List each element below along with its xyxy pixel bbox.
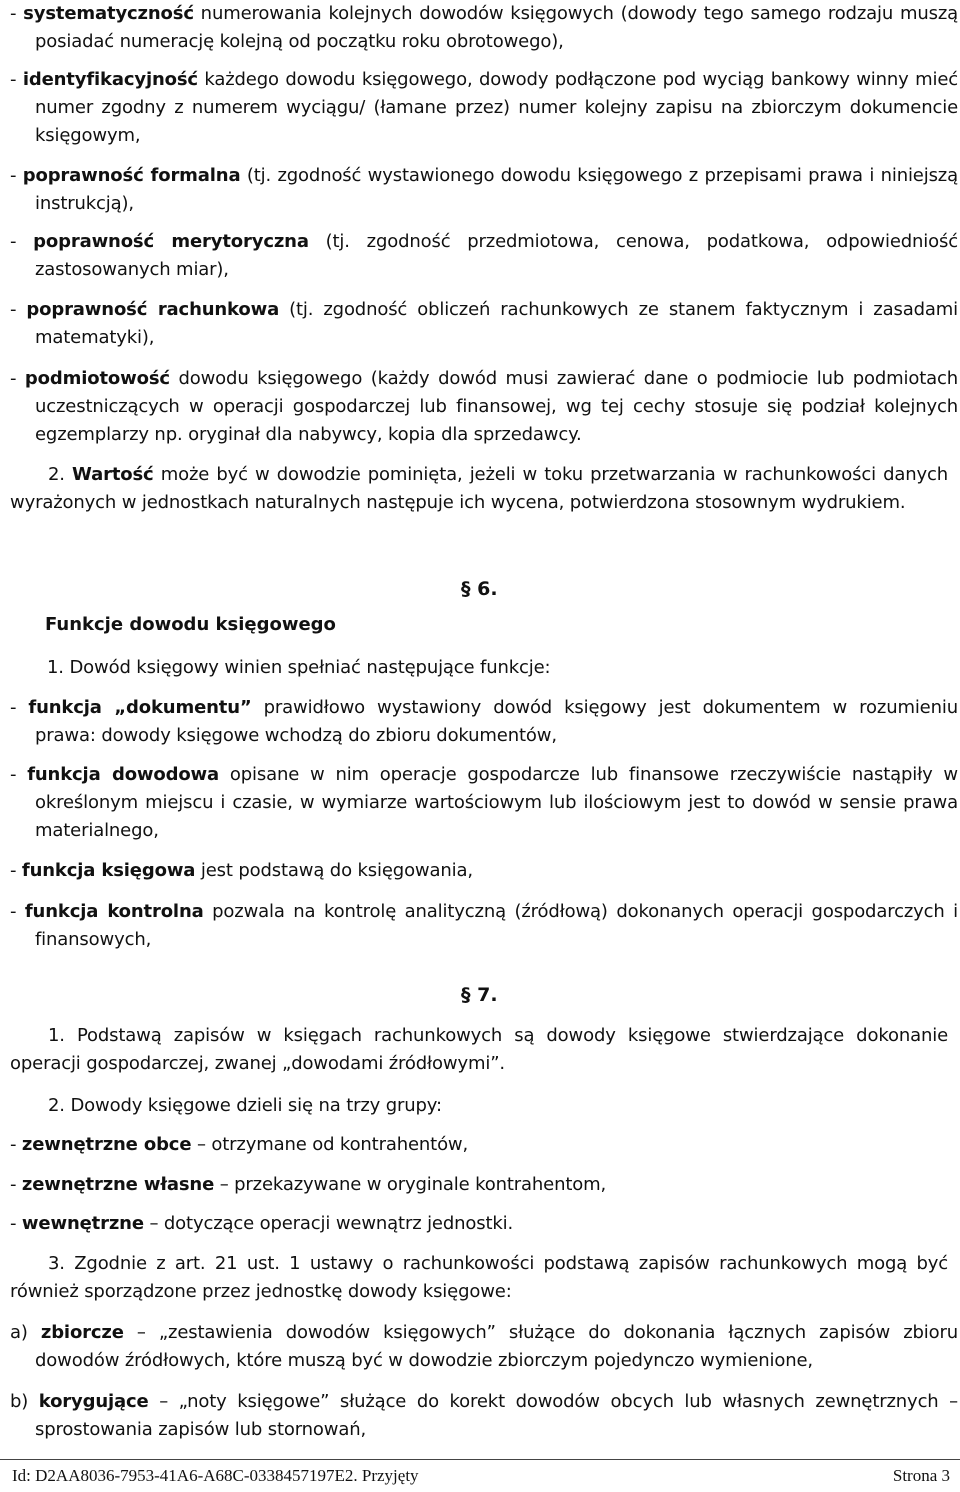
section-7-p2: 2. Dowody księgowe dzieli się na trzy grupy: (48, 1095, 442, 1116)
group-zewnetrzne-obce: - zewnętrzne obce – otrzymane od kontrahentów, (10, 1134, 469, 1155)
text: – przekazywane w oryginale kontrahentom, (214, 1174, 607, 1195)
term: zewnętrzne własne (21, 1174, 215, 1195)
text: każdego dowodu księgowego, dowody podłączone pod wyciąg bankowy winny mieć numer zgodny z numerem wyciągu/ (łamane przez) numer kolejny zapisu na zbiorczym dokumencie księgowym, (35, 69, 958, 146)
bullet-rachunkowa: - poprawność rachunkowa (tj. zgodność obliczeń rachunkowych ze stanem faktycznym i zasadami matematyki), (10, 299, 958, 348)
text: dowodu księgowego (każdy dowód musi zawierać dane o podmiocie lub podmiotach uczestniczących w operacji gospodarczej lub finansowej, wg tej cechy stosuje się podział kolejnych egzemplarzy np. oryginał dla nabywcy, kopia dla sprzedawcy. (35, 368, 958, 445)
function-kontrolna: - funkcja kontrolna pozwala na kontrolę analityczną (źródłową) dokonanych operacji gospodarczych i finansowych, (10, 901, 959, 950)
marker: b) (10, 1391, 29, 1412)
text: – dotyczące operacji wewnątrz jednostki. (143, 1213, 514, 1234)
term: funkcja dowodowa (27, 764, 220, 785)
text: opisane w nim operacje gospodarcze lub finansowe rzeczywiście nastąpiły w określonym miejscu i czasie, w wymiarze wartościowym lub ilościowym jest to dowód w sensie prawa materialnego, (35, 764, 959, 841)
item-a-zbiorcze (0, 1319, 958, 1375)
text: (tj. zgodność wystawionego dowodu księgowego z przepisami prawa i niniejszą instrukcją), (35, 165, 958, 214)
term: funkcja kontrolna (24, 901, 204, 922)
function-dowodowa: - funkcja dowodowa opisane w nim operacje gospodarcze lub finansowe rzeczywiście nastąpiły w określonym miejscu i czasie, w wymiarze wartościowym lub ilościowym jest to dowód w sensie prawa materialnego, (10, 764, 959, 841)
paragraph-point-2 (0, 461, 958, 517)
text: pozwala na kontrolę analityczną (źródłową) dokonanych operacji gospodarczych i finansowych, (35, 901, 959, 950)
num: 2. (48, 464, 73, 485)
footer-page: Strona 3 (892, 1466, 950, 1485)
bullet-formalna: - poprawność formalna (tj. zgodność wystawionego dowodu księgowego z przepisami prawa i niniejszą instrukcją), (10, 165, 958, 214)
section-7-label: § 7. (461, 984, 498, 1006)
term: podmiotowość (24, 368, 170, 389)
section-7-p3: 3. Zgodnie z art. 21 ust. 1 ustawy o rachunkowości podstawą zapisów rachunkowych mogą być również sporządzone przez jednostkę dowody księgowe: (10, 1253, 948, 1302)
text: (tj. zgodność przedmiotowa, cenowa, podatkowa, odpowiedniość zastosowanych miar), (35, 231, 958, 280)
text: (tj. zgodność obliczeń rachunkowych ze stanem faktycznym i zasadami matematyki), (35, 299, 958, 348)
function-ksiegowa: - funkcja księgowa jest podstawą do księgowania, (10, 860, 473, 881)
function-dokumentu: - funkcja „dokumentu” prawidłowo wystawiony dowód księgowy jest dokumentem w rozumieniu prawa: dowody księgowe wchodzą do zbioru dokumentów, (10, 697, 958, 746)
footer (12, 1466, 952, 1486)
term: systematyczność (23, 3, 194, 24)
footer-rule (0, 1459, 960, 1460)
term: zbiorcze (40, 1322, 124, 1343)
text: – otrzymane od kontrahentów, (191, 1134, 469, 1155)
term: identyfikacyjność (22, 69, 198, 90)
bullet-merytoryczna: - poprawność merytoryczna (tj. zgodność przedmiotowa, cenowa, podatkowa, odpowiedniość zastosowanych miar), (10, 231, 958, 280)
footer-id: Id: D2AA8036-7953-41A6-A68C-0338457197E2. Przyjęty (12, 1466, 419, 1485)
text: prawidłowo wystawiony dowód księgowy jest dokumentem w rozumieniu prawa: dowody księgowe wchodzą do zbioru dokumentów, (35, 697, 958, 746)
section-6-label: § 6. (461, 578, 498, 600)
term: korygujące (38, 1391, 149, 1412)
group-wewnetrzne: - wewnętrzne – dotyczące operacji wewnątrz jednostki. (10, 1213, 514, 1234)
text: jest podstawą do księgowania, (195, 860, 473, 881)
item-b-korygujace (0, 1388, 958, 1444)
term: wewnętrzne (21, 1213, 144, 1234)
term: poprawność formalna (22, 165, 241, 186)
text: – „noty księgowe” służące do korekt dowodów obcych lub własnych zewnętrznych – sprostowania zapisów lub stornowań, (35, 1391, 958, 1440)
bullet-identyfikacyjnosc: - identyfikacyjność każdego dowodu księgowego, dowody podłączone pod wyciąg bankowy winny mieć numer zgodny z numerem wyciągu/ (łamane przez) numer kolejny zapisu na zbiorczym dokumencie księgowym, (10, 69, 958, 146)
bullet-systematycznosc: - systematyczność numerowania kolejnych dowodów księgowych (dowody tego samego rodzaju muszą posiadać numerację kolejną od początku roku obrotowego), (10, 3, 958, 52)
marker: a) (10, 1322, 28, 1343)
term: poprawność rachunkowa (26, 299, 280, 320)
text: – „zestawienia dowodów księgowych” służące do dokonania łącznych zapisów zbioru dowodów źródłowych, które muszą być w dowodzie zbiorczym pojedynczo wymienione, (35, 1322, 958, 1371)
term: zewnętrzne obce (21, 1134, 192, 1155)
section-6-heading: Funkcje dowodu księgowego (45, 614, 336, 635)
text: może być w dowodzie pominięta, jeżeli w toku przetwarzania w rachunkowości danych wyrażonych w jednostkach naturalnych następuje ich wycena, potwierdzona stosownym wydrukiem. (10, 464, 949, 513)
bullet-podmiotowosc: - podmiotowość dowodu księgowego (każdy dowód musi zawierać dane o podmiocie lub podmiotach uczestniczących w operacji gospodarczej lub finansowej, wg tej cechy stosuje się podział kolejnych egzemplarzy np. oryginał dla nabywcy, kopia dla sprzedawcy. (10, 368, 958, 445)
term: Wartość (72, 464, 154, 485)
term: funkcja księgowa (21, 860, 196, 881)
section-7-p1: 1. Podstawą zapisów w księgach rachunkowych są dowody księgowe stwierdzające dokonanie operacji gospodarczej, zwanej „dowodami źródłowymi”. (10, 1025, 948, 1074)
section-6-intro: 1. Dowód księgowy winien spełniać następujące funkcje: (47, 657, 551, 678)
term: poprawność merytoryczna (33, 231, 309, 252)
term: funkcja „dokumentu” (28, 697, 252, 718)
text: numerowania kolejnych dowodów księgowych (dowody tego samego rodzaju muszą posiadać numerację kolejną od początku roku obrotowego), (35, 3, 958, 52)
group-zewnetrzne-wlasne: - zewnętrzne własne – przekazywane w oryginale kontrahentom, (10, 1174, 607, 1195)
